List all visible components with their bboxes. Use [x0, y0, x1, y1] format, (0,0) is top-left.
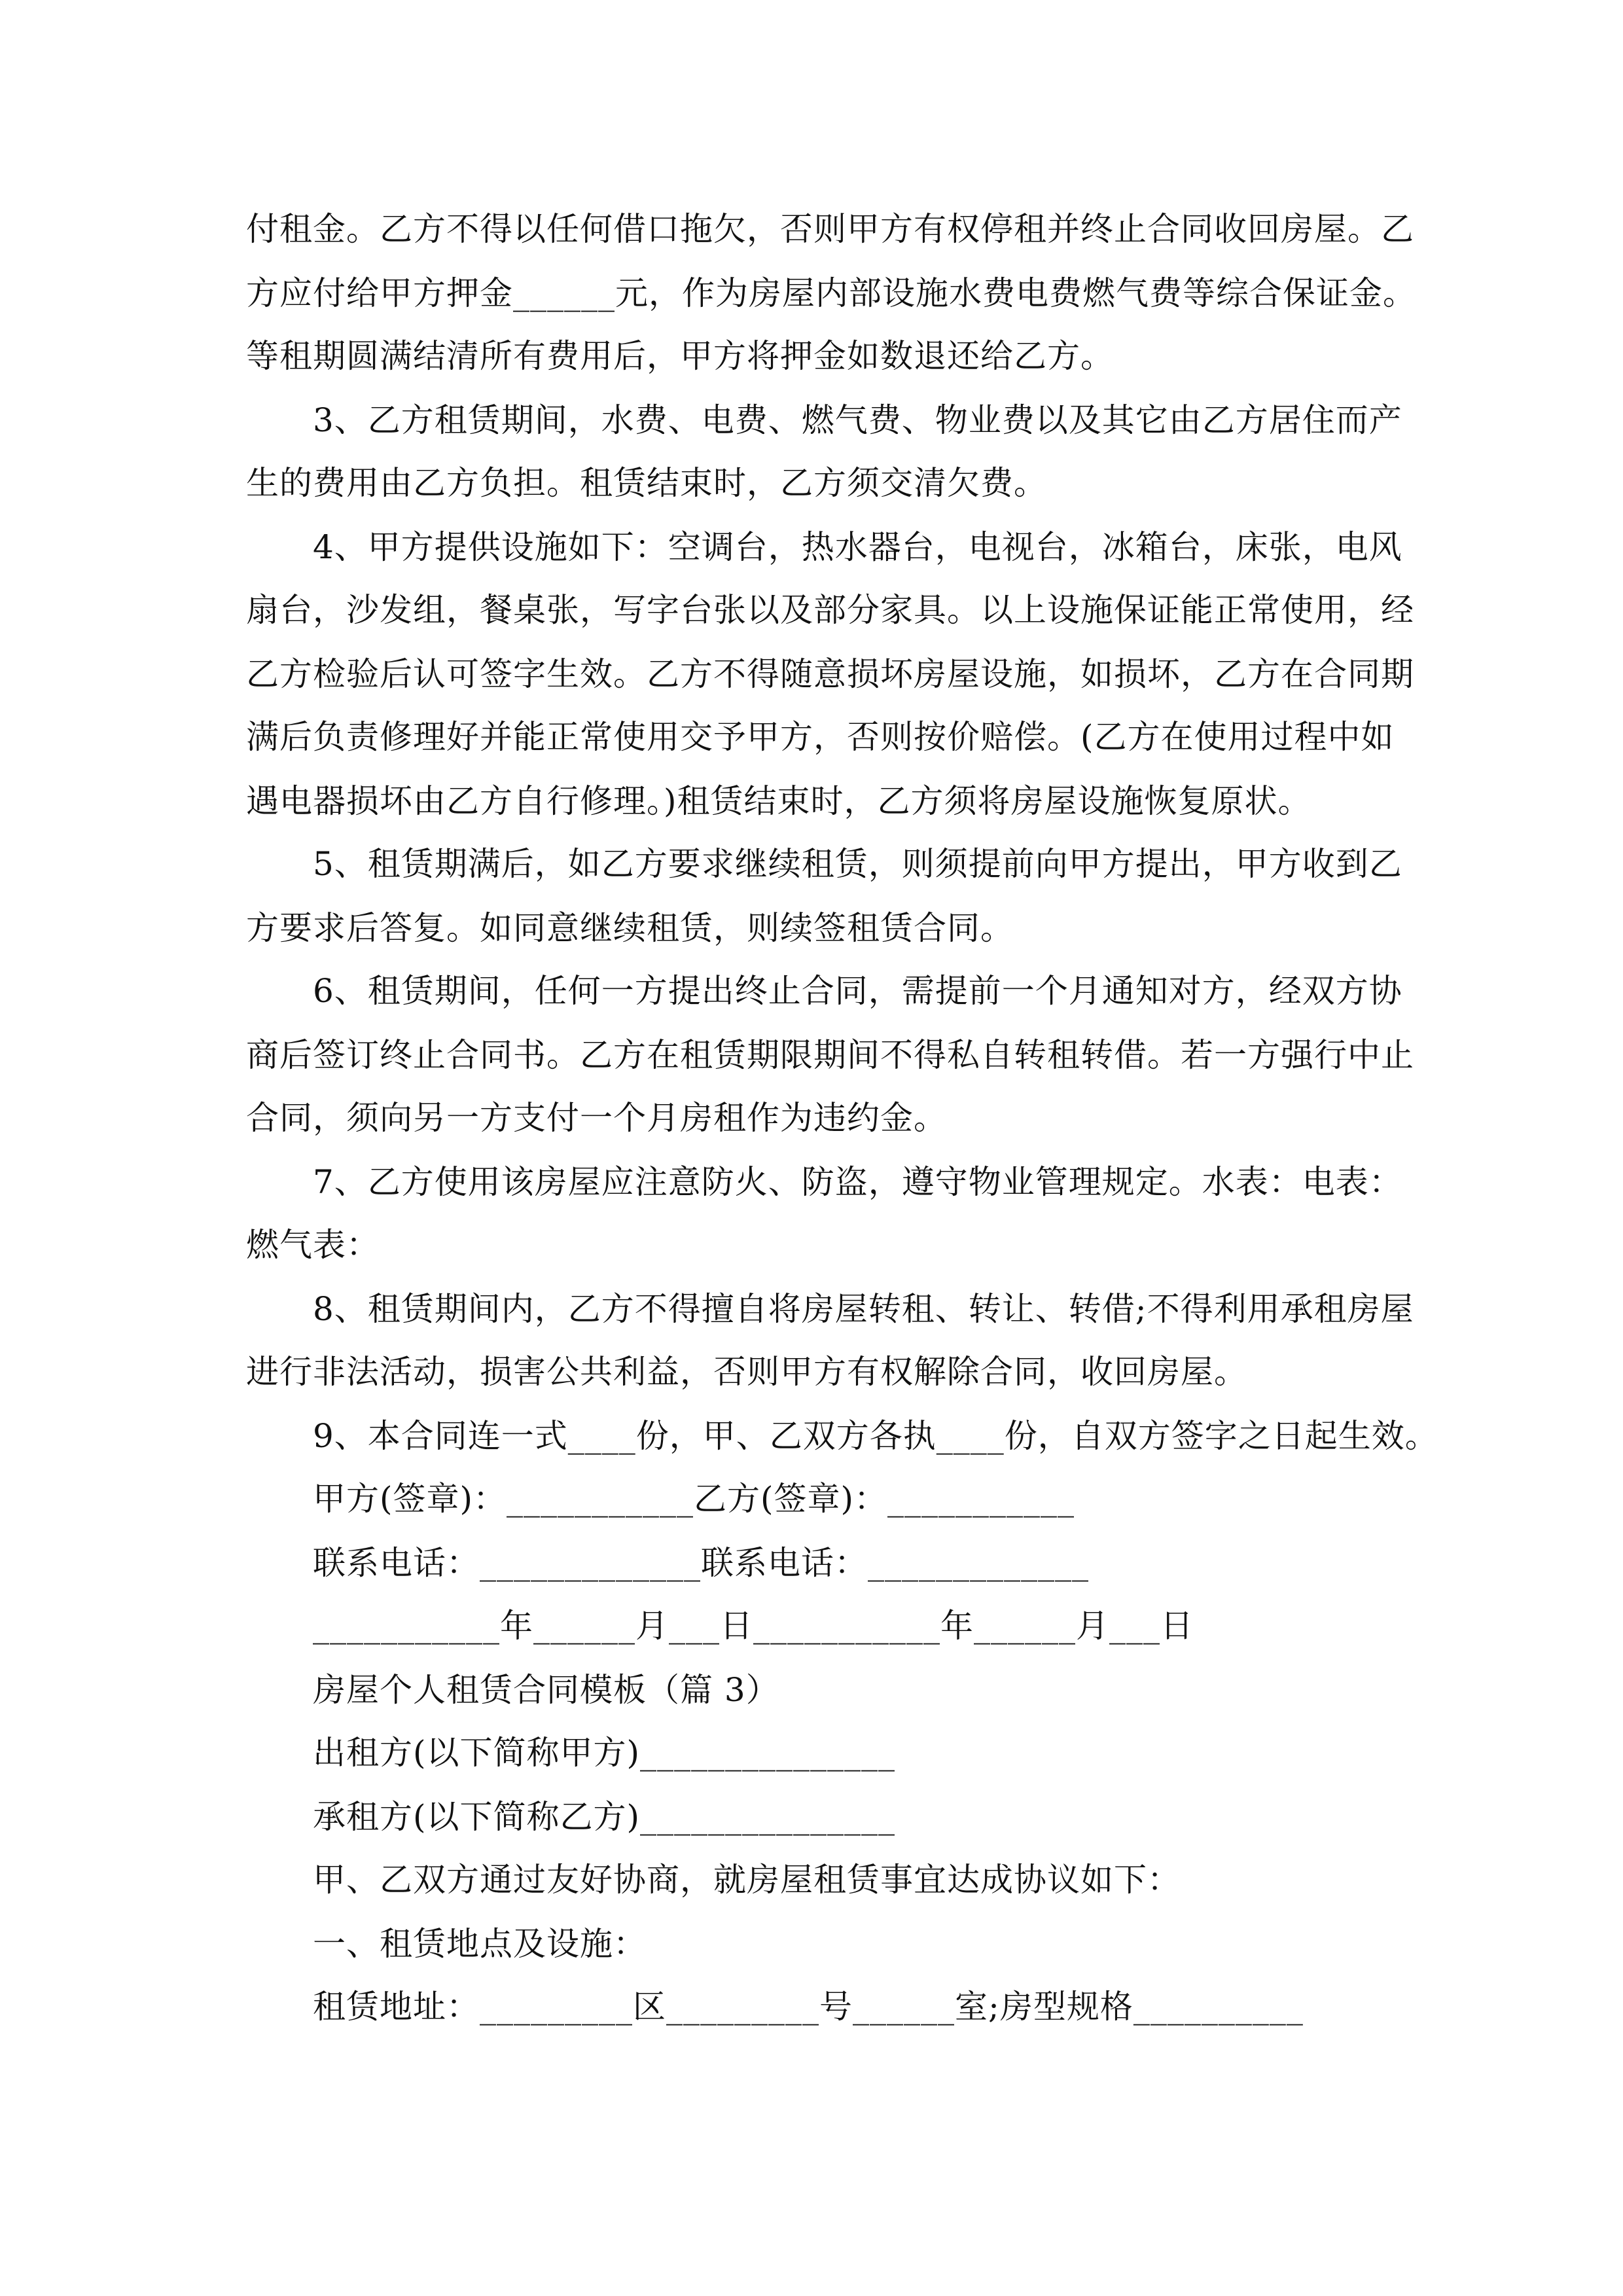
text-line: 遇电器损坏由乙方自行修理。)租赁结束时，乙方须将房屋设施恢复原状。	[246, 782, 1311, 820]
text-line: 方应付给甲方押金______元，作为房屋内部设施水费电费燃气费等综合保证金。	[246, 274, 1416, 312]
text-line: 方要求后答复。如同意继续租赁，则续签租赁合同。	[246, 909, 1014, 947]
text-line: 出租方(以下简称甲方)_______________	[313, 1734, 896, 1772]
text-line: 商后签订终止合同书。乙方在租赁期限期间不得私自转租转借。若一方强行中止	[246, 1036, 1414, 1074]
section-title: 房屋个人租赁合同模板（篇 3）	[313, 1671, 779, 1709]
text-line: 租赁地址：_________区_________号______室;房型规格__________	[313, 1988, 1304, 2026]
text-line: 满后负责修理好并能正常使用交予甲方，否则按价赔偿。(乙方在使用过程中如	[246, 718, 1395, 756]
text-line: 9、本合同连一式____份，甲、乙双方各执____份，自双方签字之日起生效。	[313, 1417, 1438, 1455]
text-line: 付租金。乙方不得以任何借口拖欠，否则甲方有权停租并终止合同收回房屋。乙	[246, 210, 1414, 248]
text-line: 5、租赁期满后，如乙方要求继续租赁，则须提前向甲方提出，甲方收到乙	[313, 845, 1402, 883]
text-line: 生的费用由乙方负担。租赁结束时，乙方须交清欠费。	[246, 464, 1047, 502]
text-line: 等租期圆满结清所有费用后，甲方将押金如数退还给乙方。	[246, 337, 1114, 375]
text-line: 7、乙方使用该房屋应注意防火、防盗，遵守物业管理规定。水表：电表：	[313, 1163, 1402, 1201]
text-line: 合同，须向另一方支付一个月房租作为违约金。	[246, 1099, 947, 1137]
text-line: 燃气表：	[246, 1226, 380, 1264]
text-line: 甲、乙双方通过友好协商，就房屋租赁事宜达成协议如下：	[313, 1861, 1181, 1899]
text-line: 6、租赁期间，任何一方提出终止合同，需提前一个月通知对方，经双方协	[313, 972, 1402, 1010]
text-line: 乙方检验后认可签字生效。乙方不得随意损坏房屋设施，如损坏，乙方在合同期	[246, 655, 1414, 693]
text-line: 3、乙方租赁期间，水费、电费、燃气费、物业费以及其它由乙方居住而产	[313, 401, 1402, 439]
text-line: 8、租赁期间内，乙方不得擅自将房屋转租、转让、转借;不得利用承租房屋	[313, 1290, 1414, 1328]
text-line: 4、甲方提供设施如下：空调台，热水器台，电视台，冰箱台，床张，电风	[313, 528, 1402, 566]
text-line: 一、租赁地点及设施：	[313, 1925, 647, 1963]
text-line: 承租方(以下简称乙方)_______________	[313, 1798, 896, 1836]
text-line: ___________年______月___日___________年______月___日	[313, 1607, 1194, 1645]
text-line: 甲方(签章)：___________乙方(签章)：___________	[313, 1480, 1075, 1518]
text-line: 扇台，沙发组，餐桌张，写字台张以及部分家具。以上设施保证能正常使用，经	[246, 591, 1414, 629]
text-line: 进行非法活动，损害公共利益，否则甲方有权解除合同，收回房屋。	[246, 1353, 1247, 1391]
text-line: 联系电话：_____________联系电话：_____________	[313, 1544, 1089, 1582]
